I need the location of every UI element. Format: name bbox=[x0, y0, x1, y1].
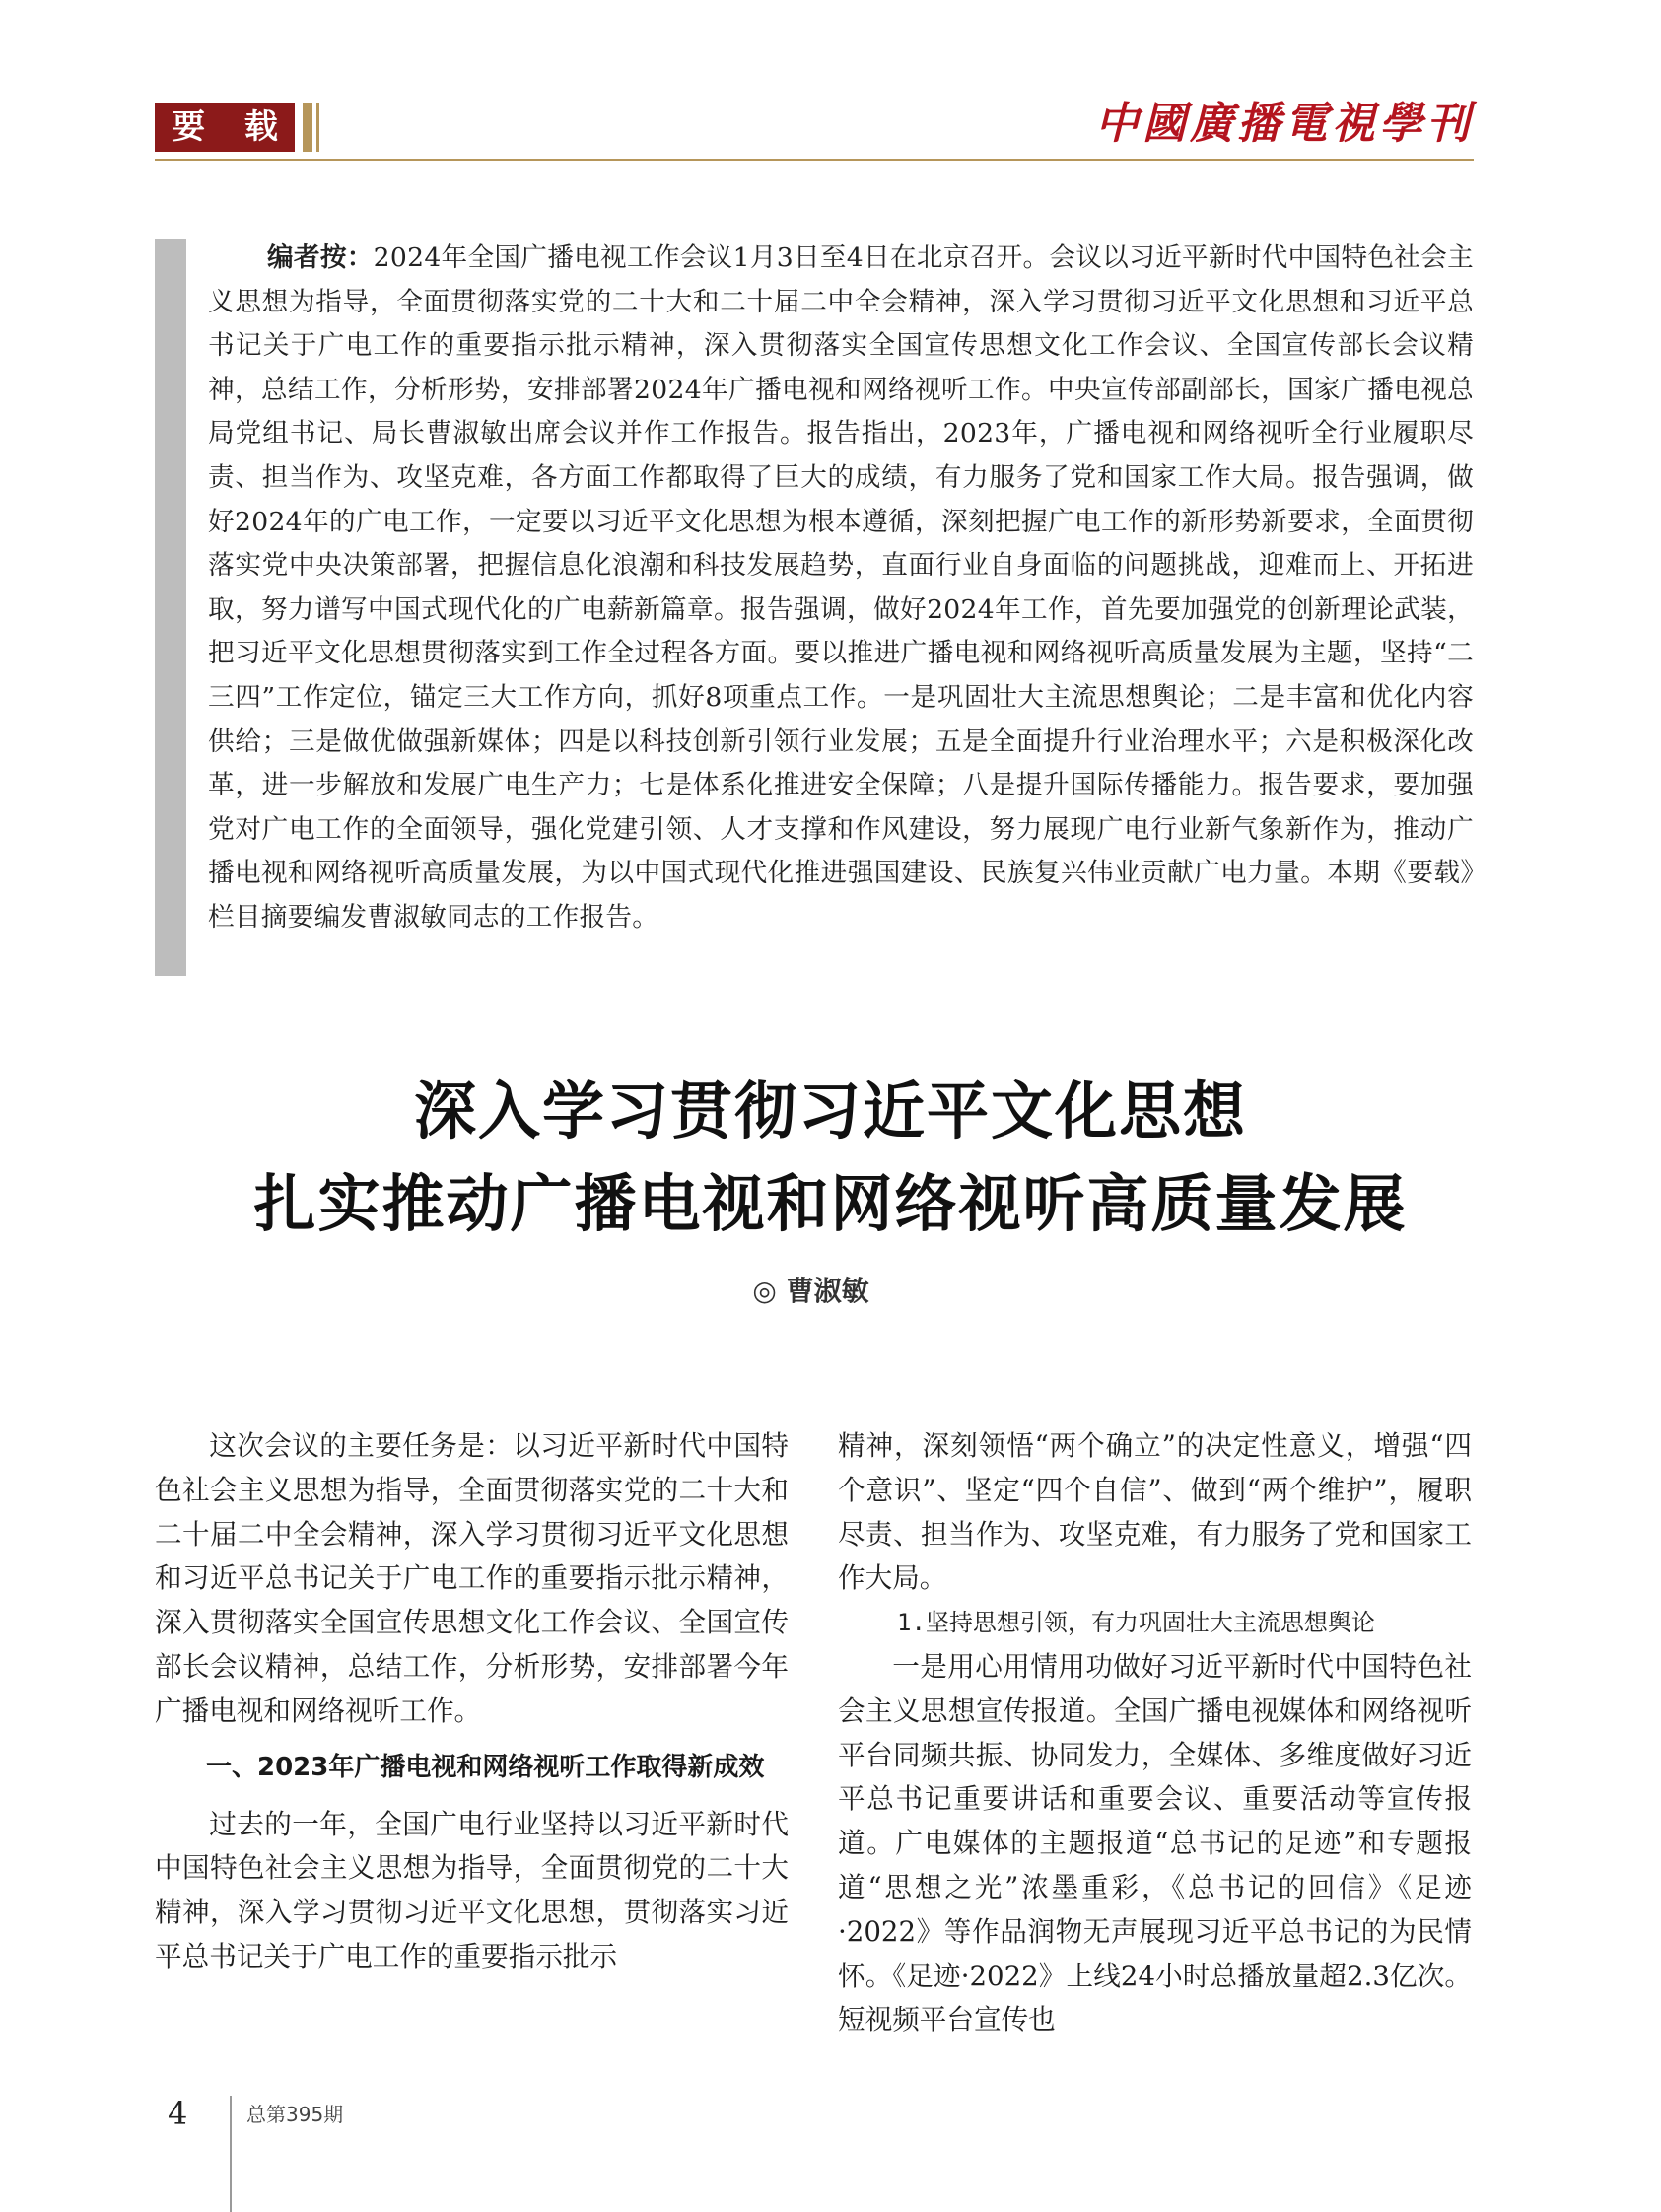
body-paragraph: 这次会议的主要任务是：以习近平新时代中国特色社会主义思想为指导，全面贯彻落实党的二十大和二十届二中全会精神，深入学习贯彻习近平文化思想和习近平总书记关于广电工作的重要指示批示精神，深入贯彻落实全国宣传思想文化工作会议、全国宣传部长会议精神，总结工作，分析形势，安排部署今年广播电视和网络视听工作。 bbox=[155, 1429, 789, 1727]
issue-number: 总第395期 bbox=[246, 2103, 344, 2126]
editor-note-label: 编者按： bbox=[267, 242, 374, 273]
article-title-line-1: 深入学习贯彻习近平文化思想 bbox=[414, 1074, 1247, 1147]
editor-note-bar bbox=[155, 239, 186, 976]
editor-note-text: 2024年全国广播电视工作会议1月3日至4日在北京召开。会议以习近平新时代中国特色社会主义思想为指导，全面贯彻落实党的二十大和二十届二中全会精神，深入学习贯彻习近平文化思想和习近平总书记关于广电工作的重要指示批示精神，深入贯彻落实全国宣传思想文化工作会议、全国宣传部长会议精神，总结工作，分析形势，安排部署2024年广播电视和网络视听工作。中央宣传部副部长，国家广播电视总局党组书记、局长曹淑敏出席会议并作工作报告。报告指出，2023年，广播电视和网络视听全行业履职尽责、担当作为、攻坚克难，各方面工作都取得了巨大的成绩，有力服务了党和国家工作大局。报告强调，做好2024年的广电工作，一定要以习近平文化思想为根本遵循，深刻把握广电工作的新形势新要求，全面贯彻落实党中央决策部署，把握信息化浪潮和科技发展趋势，直面行业自身面临的问题挑战，迎难而上、开拓进取，努力谱写中国式现代化的广电薪新篇章。报告强调，做好2024年工作，首先要加强党的创新理论武装，把习近平文化思想贯彻落实到工作全过程各方面。要以推进广播电视和网络视听高质量发展为主题，坚持“二三四”工作定位，锚定三大工作方向，抓好8项重点工作。一是巩固壮大主流思想舆论；二是丰富和优化内容供给；三是做优做强新媒体；四是以科技创新引领行业发展；五是全面提升行业治理水平；六是积极深化改革，进一步解放和发展广电生产力；七是体系化推进安全保障；八是提升国际传播能力。报告要求，要加强党对广电工作的全面领导，强化党建引领、人才支撑和作风建设，努力展现广电行业新气象新作为，推动广播电视和网络视听高质量发展，为以中国式现代化推进强国建设、民族复兴伟业贡献广电力量。本期《要载》栏目摘要编发曹淑敏同志的工作报告。 bbox=[208, 242, 1474, 933]
subsection-heading: 1.坚持思想引领，有力巩固壮大主流思想舆论 bbox=[897, 1609, 1375, 1637]
page-number: 4 bbox=[168, 2095, 188, 2132]
section-tag-accent-line bbox=[316, 103, 319, 152]
body-column-right bbox=[838, 1424, 1472, 2042]
editor-note bbox=[208, 237, 1474, 940]
section-heading: 一、2023年广播电视和网络视听工作取得新成效 bbox=[206, 1752, 765, 1782]
article-byline: ◎ 曹淑敏 bbox=[752, 1275, 869, 1307]
section-tag-accent-bar bbox=[303, 103, 312, 152]
journal-logo: 中國廣播電視學刊 bbox=[1095, 99, 1474, 149]
header-rule bbox=[155, 159, 1474, 161]
footer-rule bbox=[230, 2096, 232, 2212]
article-title bbox=[0, 1065, 1661, 1250]
body-paragraph: 过去的一年，全国广电行业坚持以习近平新时代中国特色社会主义思想为指导，全面贯彻党的二十大精神，深入学习贯彻习近平文化思想，贯彻落实习近平总书记关于广电工作的重要指示批示 bbox=[155, 1807, 789, 1972]
body-paragraph: 一是用心用情用功做好习近平新时代中国特色社会主义思想宣传报道。全国广播电视媒体和网络视听平台同频共振、协同发力，全媒体、多维度做好习近平总书记重要讲话和重要会议、重要活动等宣传报道。广电媒体的主题报道“总书记的足迹”和专题报道“思想之光”浓墨重彩，《总书记的回信》《足迹·2022》等作品润物无声展现习近平总书记的为民情怀。《足迹·2022》上线24小时总播放量超2.3亿次。短视频平台宣传也 bbox=[838, 1649, 1472, 2037]
article-title-line-2: 扎实推动广播电视和网络视听高质量发展 bbox=[253, 1167, 1408, 1240]
body-column-left bbox=[155, 1424, 789, 1979]
section-tag: 要 载 bbox=[155, 103, 295, 152]
body-paragraph-continued: 精神，深刻领悟“两个确立”的决定性意义，增强“四个意识”、坚定“四个自信”、做到“两个维护”，履职尽责、担当作为、攻坚克难，有力服务了党和国家工作大局。 bbox=[838, 1429, 1472, 1595]
